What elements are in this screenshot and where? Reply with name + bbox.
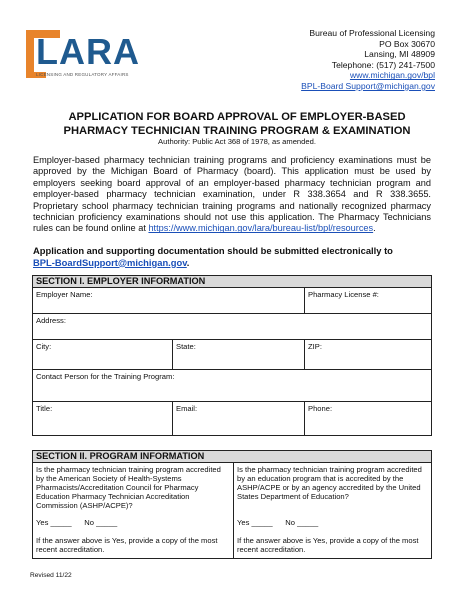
contact-po-box: PO Box 30670 (379, 38, 435, 49)
contact-block (301, 28, 435, 92)
question-ashp-acpe (33, 463, 234, 559)
submit-email-link[interactable]: BPL-BoardSupport@michigan.gov (33, 256, 187, 268)
question-2-no[interactable]: No _____ (285, 518, 319, 527)
question-1-no[interactable]: No _____ (84, 518, 118, 527)
authority-note: Authority: Public Act 368 of 1978, as amended. (158, 137, 316, 146)
city-field[interactable]: City: (33, 340, 173, 370)
employer-name-field[interactable]: Employer Name: (33, 288, 305, 314)
contact-telephone: Telephone: (517) 241-7500 (331, 59, 435, 70)
email-link[interactable]: BPL-Board Support@michigan.gov (301, 80, 435, 91)
submit-text: Application and supporting documentation should be submitted electronically to (33, 245, 393, 256)
revision-date: Revised 11/22 (30, 572, 72, 579)
section-2-table (32, 450, 432, 559)
lara-logo (26, 30, 140, 86)
intro-end: . (373, 223, 376, 234)
question-2-text: Is the pharmacy technician training program accredited by an education program that is accredited by the ASHP/ACPE or by an agency accredited by the United States Department of Education? (237, 465, 422, 501)
question-1-note: If the answer above is Yes, provide a copy of the most recent accreditation. (36, 536, 218, 554)
email-field[interactable]: Email: (173, 402, 305, 436)
question-education-program (234, 463, 432, 559)
contact-city: Lansing, MI 48909 (364, 49, 435, 60)
resources-link[interactable]: https://www.michigan.gov/lara/bureau-list/bpl/resources (148, 223, 374, 234)
logo-tagline: LICENSING AND REGULATORY AFFAIRS (36, 72, 129, 77)
address-field[interactable]: Address: (33, 314, 432, 340)
contact-bureau: Bureau of Professional Licensing (309, 28, 435, 38)
submit-end: . (186, 256, 190, 268)
section-2-header: SECTION II. PROGRAM INFORMATION (33, 451, 432, 463)
page-title (0, 111, 474, 138)
question-2-note: If the answer above is Yes, provide a copy of the most recent accreditation. (237, 536, 419, 554)
intro-paragraph (33, 155, 431, 235)
submission-instructions (33, 245, 433, 268)
phone-field[interactable]: Phone: (305, 402, 432, 436)
section-1-table (32, 275, 432, 436)
title-field[interactable]: Title: (33, 402, 173, 436)
state-field[interactable]: State: (173, 340, 305, 370)
question-2-answer (237, 518, 428, 527)
title-line-2: PHARMACY TECHNICIAN TRAINING PROGRAM & EXAMINATION (63, 124, 411, 137)
zip-field[interactable]: ZIP: (305, 340, 432, 370)
pharmacy-license-field[interactable]: Pharmacy License #: (305, 288, 432, 314)
question-2-yes[interactable]: Yes _____ (237, 518, 273, 527)
website-link[interactable]: www.michigan.gov/bpl (349, 70, 435, 81)
logo-wordmark: LARA (36, 31, 140, 72)
section-1-header: SECTION I. EMPLOYER INFORMATION (33, 276, 432, 288)
question-1-text: Is the pharmacy technician training program accredited by the American Society of Health-Systems Pharmacists/Accreditation Council for Pharmacy Education Pharmacy Technician Accreditation Commission (ASHP/ACPE)? (36, 465, 221, 510)
intro-text: Employer-based pharmacy technician training programs and proficiency examinations must be approved by the Michigan Board of Pharmacy (board). This application must be used by employers seeking board approval of an employer-based pharmacy technician program and employer-based pharmacy technician examination, under R 338.3654 and R 338.3655. Proprietary school pharmacy technician training programs and nationally recognized pharmacy technician proficiency examinations should not use this application. The Pharmacy Technicians rules can be found online at (33, 155, 431, 234)
title-line-1: APPLICATION FOR BOARD APPROVAL OF EMPLOYER-BASED (68, 111, 406, 123)
question-1-yes[interactable]: Yes _____ (36, 518, 72, 527)
contact-person-field[interactable]: Contact Person for the Training Program: (33, 370, 432, 402)
question-1-answer (36, 518, 230, 527)
